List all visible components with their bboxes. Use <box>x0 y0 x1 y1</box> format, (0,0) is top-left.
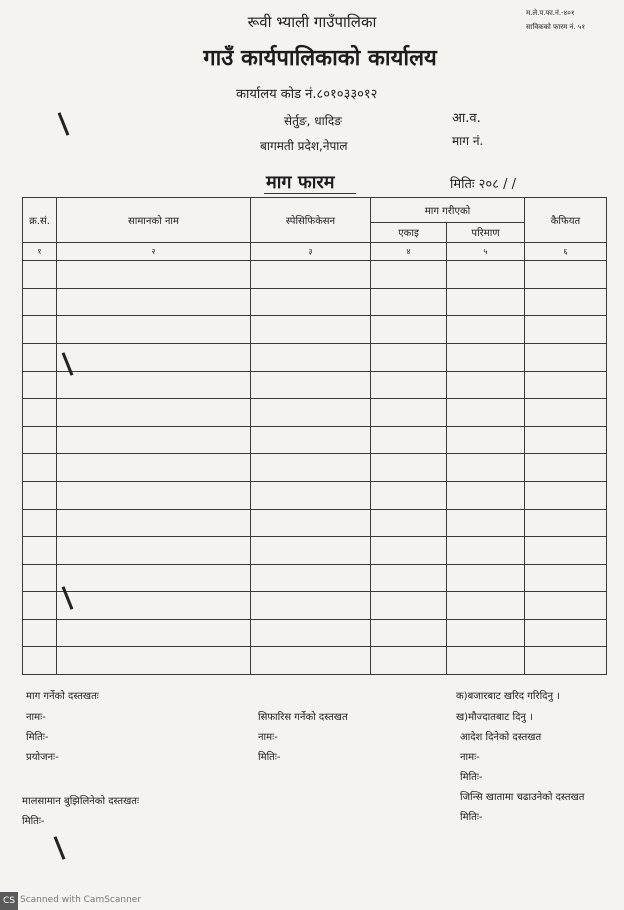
table-cell <box>57 344 251 372</box>
table-cell <box>525 344 607 372</box>
office-province: बागमती प्रदेश,नेपाल <box>260 139 348 153</box>
table-cell <box>23 288 57 316</box>
table-cell <box>371 316 447 344</box>
table-cell <box>57 288 251 316</box>
header-quantity: परिमाण <box>447 222 525 242</box>
table-cell <box>57 619 251 647</box>
table-cell <box>57 481 251 509</box>
form-title: माग फारम <box>266 172 335 193</box>
table-row <box>23 399 607 427</box>
table-cell <box>23 371 57 399</box>
receiver-date: मितिः- <box>22 816 45 827</box>
table-cell <box>447 619 525 647</box>
table-cell <box>251 647 371 675</box>
header-unit: एकाइ <box>371 222 447 242</box>
header-specification: स्पेसिफिकेसन <box>251 198 371 243</box>
table-cell <box>447 454 525 482</box>
requester-date: मितिः- <box>26 732 49 743</box>
table-cell <box>23 454 57 482</box>
requester-purpose: प्रयोजनः- <box>26 752 59 763</box>
form-ref-line1: म.ले.प.फा.नं.-४०१ <box>526 9 575 17</box>
table-row <box>23 509 607 537</box>
col-number: ४ <box>371 242 447 260</box>
table-cell <box>447 316 525 344</box>
table-cell <box>23 619 57 647</box>
table-cell <box>525 316 607 344</box>
table-cell <box>525 454 607 482</box>
table-cell <box>447 537 525 565</box>
table-row <box>23 481 607 509</box>
table-cell <box>525 426 607 454</box>
table-cell <box>447 481 525 509</box>
header-remarks: कैफियत <box>525 198 607 243</box>
table-cell <box>251 564 371 592</box>
table-cell <box>251 316 371 344</box>
table-cell <box>371 399 447 427</box>
table-cell <box>251 261 371 289</box>
table-cell <box>447 288 525 316</box>
table-cell <box>525 647 607 675</box>
table-row <box>23 619 607 647</box>
table-cell <box>23 481 57 509</box>
table-cell <box>251 592 371 620</box>
table-row <box>23 454 607 482</box>
office-title: गाउँ कार्यपालिकाको कार्यालय <box>203 46 437 71</box>
table-cell <box>23 261 57 289</box>
table-cell <box>57 592 251 620</box>
table-cell <box>57 537 251 565</box>
table-cell <box>23 564 57 592</box>
table-cell <box>57 399 251 427</box>
table-cell <box>447 564 525 592</box>
table-cell <box>23 592 57 620</box>
table-cell <box>371 481 447 509</box>
table-cell <box>371 426 447 454</box>
table-cell <box>23 647 57 675</box>
table-cell <box>371 509 447 537</box>
office-code: कार्यालय कोड नं.८०१०३३०१२ <box>236 87 378 102</box>
table-cell <box>525 261 607 289</box>
table-cell <box>251 344 371 372</box>
receiver-signature: मालसामान बुझिलिनेको दस्तखतः <box>22 796 140 807</box>
requester-name: नामः- <box>26 712 46 723</box>
table-cell <box>371 647 447 675</box>
table-cell <box>371 564 447 592</box>
table-cell <box>23 426 57 454</box>
table-cell <box>23 399 57 427</box>
table-cell <box>23 509 57 537</box>
table-cell <box>525 481 607 509</box>
table-cell <box>251 371 371 399</box>
camscanner-watermark: Scanned with CamScanner <box>20 895 142 905</box>
scan-mark <box>54 836 66 859</box>
form-date: मितिः २०८ / / <box>450 177 516 192</box>
demand-number-label: माग नं. <box>452 134 484 148</box>
header-demanded: माग गरीएको <box>371 198 525 223</box>
fiscal-year-label: आ.व. <box>452 111 481 126</box>
table-cell <box>57 454 251 482</box>
option-from-stock: ख)मौज्दातबाट दिनु । <box>456 712 533 723</box>
table-cell <box>371 592 447 620</box>
ledger-date: मितिः- <box>460 812 483 823</box>
table-cell <box>23 344 57 372</box>
table-cell <box>447 592 525 620</box>
approver-name: नामः- <box>460 752 480 763</box>
table-cell <box>447 509 525 537</box>
table-cell <box>57 261 251 289</box>
table-cell <box>371 288 447 316</box>
table-row <box>23 564 607 592</box>
requester-signature: माग गर्नेको दस्तखतः <box>26 691 99 702</box>
table-cell <box>57 371 251 399</box>
table-cell <box>251 481 371 509</box>
scan-mark <box>58 112 70 135</box>
ledger-signature: जिन्सि खातामा चढाउनेको दस्तखत <box>460 792 585 803</box>
table-cell <box>525 371 607 399</box>
table-row <box>23 426 607 454</box>
table-cell <box>525 537 607 565</box>
table-cell <box>371 344 447 372</box>
table-cell <box>57 426 251 454</box>
municipality-name: रूवी भ्याली गाउँपालिका <box>247 13 377 31</box>
table-row <box>23 288 607 316</box>
header-sn: क्र.सं. <box>23 198 57 243</box>
demand-table <box>22 197 607 675</box>
table-row <box>23 537 607 565</box>
col-number: ५ <box>447 242 525 260</box>
table-cell <box>23 537 57 565</box>
table-cell <box>371 454 447 482</box>
col-number: ६ <box>525 242 607 260</box>
table-cell <box>251 426 371 454</box>
camscanner-logo: CS <box>0 892 18 910</box>
table-cell <box>251 399 371 427</box>
approver-date: मितिः- <box>460 772 483 783</box>
table-cell <box>525 288 607 316</box>
table-cell <box>525 619 607 647</box>
table-row <box>23 647 607 675</box>
option-market-purchase: क)बजारबाट खरिद गरिदिनु । <box>456 691 560 702</box>
table-row <box>23 592 607 620</box>
table-cell <box>57 316 251 344</box>
col-number: २ <box>57 242 251 260</box>
table-cell <box>525 564 607 592</box>
table-cell <box>525 399 607 427</box>
table-cell <box>371 537 447 565</box>
form-reference <box>526 6 585 34</box>
form-ref-line2: साविकको फारम नं. ५१ <box>526 23 586 31</box>
table-cell <box>371 619 447 647</box>
table-cell <box>371 371 447 399</box>
table-row <box>23 371 607 399</box>
table-cell <box>251 509 371 537</box>
header-item-name: सामानको नाम <box>57 198 251 243</box>
recommender-name: नामः- <box>258 732 278 743</box>
table-cell <box>251 288 371 316</box>
title-underline <box>264 193 356 194</box>
table-cell <box>57 509 251 537</box>
approver-signature: आदेश दिनेको दस्तखत <box>460 732 542 743</box>
col-number: १ <box>23 242 57 260</box>
recommender-signature: सिफारिस गर्नेको दस्तखत <box>258 712 348 723</box>
table-row <box>23 261 607 289</box>
table-row <box>23 344 607 372</box>
table-cell <box>447 399 525 427</box>
table-cell <box>525 592 607 620</box>
recommender-date: मितिः- <box>258 752 281 763</box>
table-cell <box>57 564 251 592</box>
table-row <box>23 316 607 344</box>
table-cell <box>251 537 371 565</box>
table-cell <box>23 316 57 344</box>
table-cell <box>447 647 525 675</box>
table-cell <box>251 619 371 647</box>
table-cell <box>371 261 447 289</box>
table-cell <box>447 261 525 289</box>
table-cell <box>447 426 525 454</box>
table-cell <box>447 371 525 399</box>
table-cell <box>251 454 371 482</box>
office-address: सेर्तुङ, धादिङ <box>284 114 342 128</box>
table-cell <box>447 344 525 372</box>
col-number: ३ <box>251 242 371 260</box>
table-cell <box>57 647 251 675</box>
table-cell <box>525 509 607 537</box>
